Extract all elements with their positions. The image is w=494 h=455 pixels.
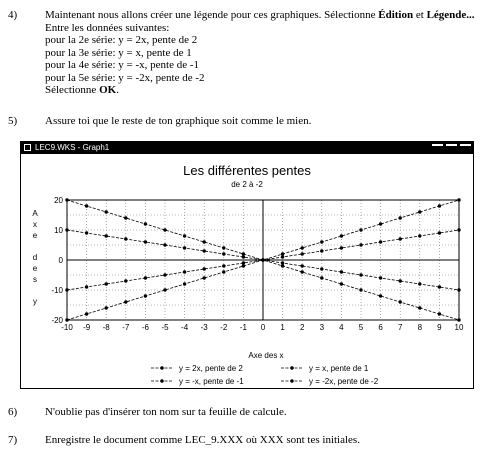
series-4-point: [399, 300, 402, 303]
series-2-point: [242, 261, 245, 264]
series-4-point: [418, 306, 421, 309]
series-4-point: [105, 210, 108, 213]
series-1-point: [457, 198, 460, 201]
y-tick-label: 20: [54, 196, 63, 205]
step-4-line-1-text: Maintenant nous allons créer une légende pour ces graphiques. Sélectionne: [45, 9, 379, 21]
step-6-number: 6): [8, 406, 18, 418]
series-2-point: [124, 279, 127, 282]
x-tick-label: -2: [220, 323, 228, 332]
series-2-point: [457, 228, 460, 231]
series-4-point: [242, 252, 245, 255]
y-axis-label-char: s: [33, 275, 37, 284]
series-1-point: [163, 288, 166, 291]
step-6-text: N'oublie pas d'insérer ton nom sur ta feuille de calcule.: [45, 406, 287, 418]
legend-swatch-marker: [160, 366, 163, 369]
x-tick-label: 3: [319, 323, 325, 332]
series-2-point: [301, 252, 304, 255]
series-4-point: [163, 228, 166, 231]
series-1-point: [340, 234, 343, 237]
x-tick-label: -8: [102, 323, 110, 332]
series-2-point: [222, 264, 225, 267]
close-icon[interactable]: [460, 144, 471, 151]
series-4-point: [183, 234, 186, 237]
step-4-line-5: pour la 4e série: y = -x, pente de -1: [45, 59, 200, 71]
x-tick-label: 4: [339, 323, 344, 332]
x-tick-label: -6: [141, 323, 149, 332]
step-4-line-2: Entre les données suivantes:: [45, 21, 170, 34]
chart-subtitle: de 2 à -2: [231, 180, 263, 189]
legend-label: y = -2x, pente de -2: [309, 377, 379, 386]
window-title: LEC9.WKS - Graph1: [35, 143, 110, 152]
x-tick-label: 7: [397, 323, 403, 332]
y-tick-label: 0: [58, 256, 63, 265]
minimize-icon[interactable]: [432, 144, 443, 151]
series-4-point: [222, 246, 225, 249]
series-1-point: [379, 222, 382, 225]
step-4-line-1: [45, 9, 475, 22]
series-2-point: [203, 267, 206, 270]
step-4-number: 4): [8, 9, 18, 21]
step-4-line-7: [45, 84, 475, 97]
series-2-point: [163, 273, 166, 276]
series-2-point: [144, 276, 147, 279]
x-axis-label: Axe des x: [248, 351, 284, 360]
x-tick-labels: [61, 323, 464, 332]
graph-window: [20, 141, 474, 389]
legend-label: y = -x, pente de -1: [179, 377, 244, 386]
chart: [21, 154, 473, 388]
series-1-point: [320, 240, 323, 243]
step-4-line-7-text: Sélectionne: [45, 84, 100, 96]
series-3-point: [359, 273, 362, 276]
step-5-number: 5): [8, 115, 18, 127]
series-3-point: [105, 234, 108, 237]
x-tick-label: 2: [299, 323, 305, 332]
legend-swatch-marker: [290, 366, 293, 369]
series-3-point: [320, 267, 323, 270]
legend-label: y = 2x, pente de 2: [179, 364, 243, 373]
series-4-point: [320, 276, 323, 279]
step-4-line-7-period: .: [116, 84, 119, 96]
y-axis-label-char: x: [33, 220, 37, 229]
series-2-point: [281, 255, 284, 258]
series-2-point: [320, 249, 323, 252]
series-4-point: [144, 222, 147, 225]
x-tick-label: 8: [417, 323, 423, 332]
step-5-text: Assure toi que le reste de ton graphique soit comme le mien.: [45, 115, 312, 127]
x-tick-label: -4: [181, 323, 189, 332]
x-tick-label: -3: [200, 323, 208, 332]
series-1-point: [124, 300, 127, 303]
series-3-point: [65, 228, 68, 231]
y-axis-label-char: e: [32, 231, 38, 240]
series-1-point: [105, 306, 108, 309]
series-3-point: [379, 276, 382, 279]
series-2-point: [65, 288, 68, 291]
step-4-line-3: pour la 2e série: y = 2x, pente de 2: [45, 34, 198, 46]
x-tick-label: 9: [437, 323, 442, 332]
window-titlebar[interactable]: [21, 142, 473, 154]
legend-swatch-marker: [290, 379, 293, 382]
series-4-point: [85, 204, 88, 207]
series-2-point: [418, 234, 421, 237]
x-tick-label: 5: [358, 323, 364, 332]
series-1-point: [281, 252, 284, 255]
x-tick-label: -9: [83, 323, 91, 332]
series-2-point: [85, 285, 88, 288]
x-tick-label: -5: [161, 323, 169, 332]
series-3-point: [124, 237, 127, 240]
step-4-line-1-and: et: [413, 9, 427, 21]
x-tick-label: 10: [454, 323, 464, 332]
series-1-point: [203, 276, 206, 279]
series-4-point: [340, 282, 343, 285]
series-2-point: [399, 237, 402, 240]
series-3-point: [242, 255, 245, 258]
y-tick-label: 10: [54, 226, 63, 235]
series-2-point: [183, 270, 186, 273]
series-3-point: [340, 270, 343, 273]
series-1-point: [222, 270, 225, 273]
y-tick-labels: [51, 196, 63, 325]
series-3-point: [163, 243, 166, 246]
series-2-point: [105, 282, 108, 285]
series-2-point: [340, 246, 343, 249]
series-3-point: [222, 252, 225, 255]
step-4-line-6: pour la 5e série: y = -2x, pente de -2: [45, 71, 205, 84]
series-3-point: [183, 246, 186, 249]
series-1-point: [85, 312, 88, 315]
y-axis-label-char: A: [32, 209, 38, 218]
series-3-point: [301, 264, 304, 267]
series-4-point: [359, 288, 362, 291]
series-3-point: [457, 288, 460, 291]
series-3-point: [85, 231, 88, 234]
series-4-point: [124, 216, 127, 219]
ok-label: OK: [99, 84, 117, 96]
series-2-point: [438, 231, 441, 234]
y-axis-label: [32, 209, 38, 306]
legend-label: y = x, pente de 1: [309, 364, 369, 373]
series-4-point: [261, 258, 264, 261]
series-1-point: [65, 318, 68, 321]
series-4-point: [281, 264, 284, 267]
series-4-point: [438, 312, 441, 315]
y-axis-label-char: y: [33, 297, 37, 306]
series-3-point: [399, 279, 402, 282]
x-tick-label: 0: [260, 323, 266, 332]
y-tick-label: -20: [51, 316, 63, 325]
menu-legende: Légende...: [426, 9, 475, 21]
chart-title: Les différentes pentes: [183, 163, 311, 178]
series-3-point: [418, 282, 421, 285]
x-tick-label: -1: [239, 323, 247, 332]
series-4-point: [301, 270, 304, 273]
series-3-point: [203, 249, 206, 252]
series-2-point: [379, 240, 382, 243]
series-4-point: [457, 318, 460, 321]
series-2-point: [359, 243, 362, 246]
step-7-number: 7): [8, 434, 18, 446]
series-1-point: [399, 216, 402, 219]
legend-swatch-marker: [160, 379, 163, 382]
x-tick-label: 6: [378, 323, 383, 332]
series-4-point: [203, 240, 206, 243]
maximize-icon[interactable]: [446, 144, 457, 151]
step-4-text: [45, 9, 475, 97]
series-1-point: [359, 228, 362, 231]
series-1-point: [418, 210, 421, 213]
series-1-point: [183, 282, 186, 285]
x-tick-label: -7: [122, 323, 130, 332]
series-3-point: [438, 285, 441, 288]
series-1-point: [144, 294, 147, 297]
step-4-line-4: pour la 3e série: y = x, pente de 1: [45, 46, 192, 59]
series-1-point: [438, 204, 441, 207]
series-4-point: [379, 294, 382, 297]
series-3-point: [144, 240, 147, 243]
step-7-text: Enregistre le document comme LEC_9.XXX où XXX sont tes initiales.: [45, 434, 360, 446]
x-tick-label: -10: [61, 323, 73, 332]
x-tick-label: 1: [280, 323, 285, 332]
menu-edition: Édition: [378, 9, 414, 21]
series-3-point: [281, 261, 284, 264]
window-menu-icon[interactable]: [24, 144, 31, 151]
series-1-point: [301, 246, 304, 249]
series-1-point: [242, 264, 245, 267]
legend: [151, 364, 379, 386]
y-tick-label: -10: [51, 286, 63, 295]
y-axis-label-char: e: [32, 264, 38, 273]
series-4-point: [65, 198, 68, 201]
y-axis-label-char: d: [32, 253, 38, 262]
